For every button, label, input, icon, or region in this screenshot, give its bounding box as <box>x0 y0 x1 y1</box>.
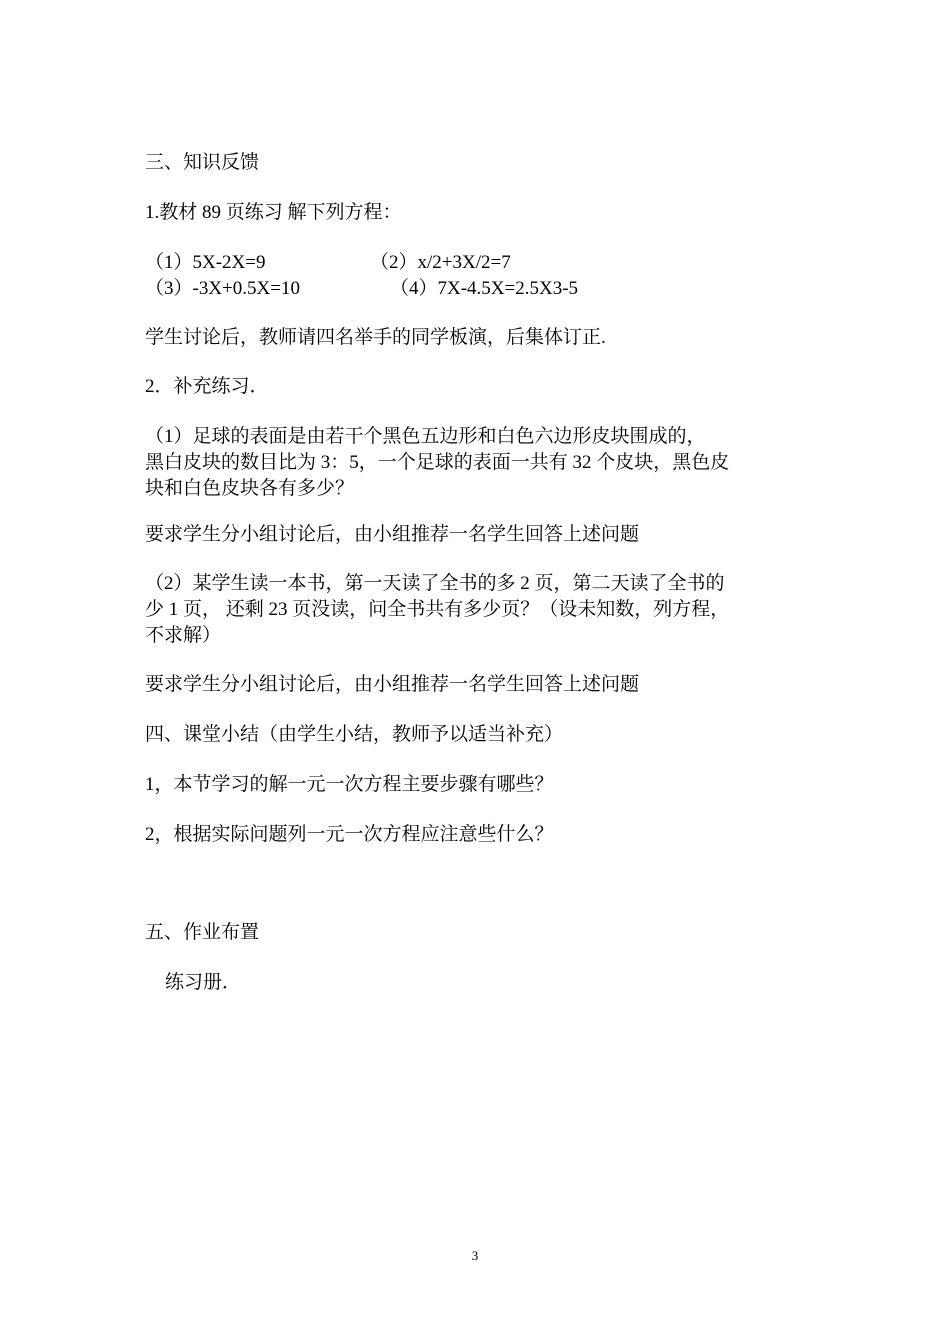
equation-3: （3）-3X+0.5X=10 <box>145 278 300 299</box>
problem-2-text <box>145 571 817 649</box>
summary-question-1: 1，本节学习的解一元一次方程主要步骤有哪些？ <box>145 774 554 795</box>
equation-1: （1）5X-2X=9 <box>145 252 266 273</box>
summary-question-2: 2，根据实际问题列一元一次方程应注意些什么？ <box>145 824 554 845</box>
problem-1-text <box>145 424 817 502</box>
exercise-1-note: 学生讨论后，教师请四名举手的同学板演，后集体订正. <box>145 327 606 348</box>
problem-1-line: （1）足球的表面是由若干个黑色五边形和白色六边形皮块围成的， <box>145 426 706 447</box>
problem-1-note: 要求学生分小组讨论后，由小组推荐一名学生回答上述问题 <box>145 524 640 545</box>
homework-text: 练习册． <box>165 972 242 993</box>
problem-1-line: 块和白色皮块各有多少？ <box>145 478 355 499</box>
equation-2: （2）x/2+3X/2=7 <box>370 252 511 273</box>
problem-2-line: 少 1 页， 还剩 23 页没读，问全书共有多少页？（设未知数，列方程， <box>145 599 730 620</box>
page-number: 3 <box>471 1248 479 1263</box>
section-heading-class-summary: 四、课堂小结（由学生小结，教师予以适当补充） <box>145 724 564 745</box>
problem-1-line: 黑白皮块的数目比为 3：5，一个足球的表面一共有 32 个皮块，黑色皮 <box>145 452 730 473</box>
exercise-2-title: 2．补充练习． <box>145 376 269 397</box>
exercise-1-title: 1.教材 89 页练习 解下列方程： <box>145 202 402 223</box>
equation-4: （4）7X-4.5X=2.5X3-5 <box>390 278 579 299</box>
problem-2-line: 不求解） <box>145 625 222 646</box>
problem-2-line: （2）某学生读一本书，第一天读了全书的多 2 页，第二天读了全书的 <box>145 573 725 594</box>
section-heading-knowledge-feedback: 三、知识反馈 <box>145 152 260 173</box>
problem-2-note: 要求学生分小组讨论后，由小组推荐一名学生回答上述问题 <box>145 674 640 695</box>
section-heading-homework: 五、作业布置 <box>145 922 260 943</box>
